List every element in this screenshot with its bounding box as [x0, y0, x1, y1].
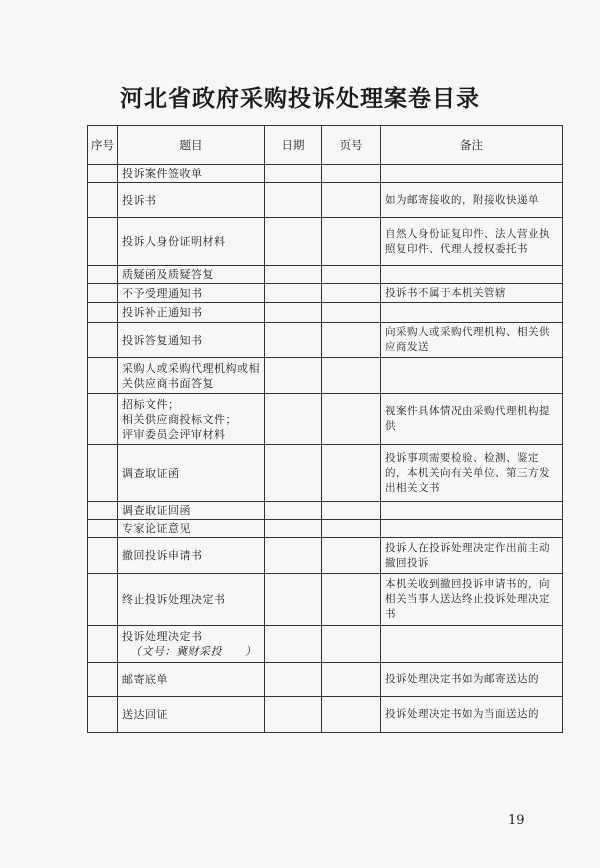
- date-cell: [265, 538, 322, 574]
- date-cell: [265, 218, 322, 266]
- date-cell: [265, 183, 322, 218]
- header-date: 日期: [265, 126, 322, 165]
- date-cell: [265, 663, 322, 697]
- seq-cell: [88, 574, 118, 626]
- note-cell: 投诉事项需要检验、检测、鉴定的，本机关向有关单位、第三方发出相关文书: [381, 445, 563, 502]
- subject-text: 投诉处理决定书: [122, 630, 203, 643]
- table-row: [88, 284, 563, 303]
- subject-cell: [118, 445, 265, 502]
- subject-cell: [118, 538, 265, 574]
- table-row: [88, 358, 563, 394]
- document-number: （文号：冀财采投 ）: [130, 645, 257, 658]
- seq-cell: [88, 663, 118, 697]
- date-cell: [265, 284, 322, 303]
- date-cell: [265, 165, 322, 183]
- table-row: [88, 218, 563, 266]
- page-cell: [322, 538, 381, 574]
- note-cell: [381, 626, 563, 663]
- subject-cell: [118, 394, 265, 445]
- date-cell: [265, 445, 322, 502]
- table-row: [88, 266, 563, 284]
- seq-cell: [88, 358, 118, 394]
- subject-cell: [118, 218, 265, 266]
- seq-cell: [88, 183, 118, 218]
- page-cell: [322, 626, 381, 663]
- seq-cell: [88, 520, 118, 538]
- subject-text: 不予受理通知书: [122, 286, 203, 300]
- subject-cell: [118, 323, 265, 358]
- note-cell: [381, 266, 563, 284]
- table-body: [88, 165, 563, 733]
- page-cell: [322, 266, 381, 284]
- date-cell: [265, 394, 322, 445]
- subject-cell: [118, 663, 265, 697]
- seq-cell: [88, 165, 118, 183]
- catalog-table: [87, 125, 563, 733]
- seq-cell: [88, 323, 118, 358]
- page-number: 19: [508, 813, 525, 828]
- date-cell: [265, 266, 322, 284]
- header-subject: 题目: [118, 126, 265, 165]
- note-cell: 视案件具体情况由采购代理机构提供: [381, 394, 563, 445]
- page-cell: [322, 183, 381, 218]
- page-cell: [322, 323, 381, 358]
- page-cell: [322, 303, 381, 323]
- date-cell: [265, 358, 322, 394]
- table-row: [88, 183, 563, 218]
- page-cell: [322, 663, 381, 697]
- date-cell: [265, 697, 322, 733]
- subject-text: 投诉补正通知书: [122, 306, 203, 319]
- subject-cell: [118, 520, 265, 538]
- note-cell: [381, 520, 563, 538]
- subject-cell: [118, 165, 265, 183]
- table-row: [88, 697, 563, 733]
- page-cell: [322, 218, 381, 266]
- seq-cell: [88, 266, 118, 284]
- note-cell: 投诉处理决定书如为当面送达的: [381, 697, 563, 733]
- note-cell: 投诉处理决定书如为邮寄送达的: [381, 663, 563, 697]
- note-cell: 向采购人或采购代理机构、相关供应商发送: [381, 323, 563, 358]
- seq-cell: [88, 284, 118, 303]
- page-cell: [322, 445, 381, 502]
- note-cell: 自然人身份证复印件、法人营业执照复印件、代理人授权委托书: [381, 218, 563, 266]
- page-cell: [322, 502, 381, 520]
- date-cell: [265, 520, 322, 538]
- page-cell: [322, 574, 381, 626]
- seq-cell: [88, 626, 118, 663]
- subject-cell: [118, 303, 265, 323]
- page-cell: [322, 697, 381, 733]
- subject-cell: [118, 697, 265, 733]
- date-cell: [265, 626, 322, 663]
- header-page: 页号: [322, 126, 381, 165]
- subject-text: 投诉书: [122, 193, 157, 207]
- table-row: [88, 445, 563, 502]
- subject-text: 邮寄底单: [122, 673, 168, 686]
- subject-cell: [118, 502, 265, 520]
- subject-text: 专家论证意见: [122, 522, 191, 535]
- page-title: 河北省政府采购投诉处理案卷目录: [120, 85, 480, 112]
- seq-cell: [88, 502, 118, 520]
- note-cell: 本机关收到撤回投诉申请书的，向相关当事人送达终止投诉处理决定书: [381, 574, 563, 626]
- note-cell: [381, 303, 563, 323]
- note-cell: [381, 358, 563, 394]
- seq-cell: [88, 218, 118, 266]
- subject-text: 终止投诉处理决定书: [122, 593, 226, 606]
- table-row: [88, 323, 563, 358]
- table-row: [88, 303, 563, 323]
- subject-cell: [118, 266, 265, 284]
- page-cell: [322, 394, 381, 445]
- note-cell: 投诉人在投诉处理决定作出前主动撤回投诉: [381, 538, 563, 574]
- table-row: [88, 626, 563, 663]
- seq-cell: [88, 538, 118, 574]
- subject-text: 质疑函及质疑答复: [122, 268, 214, 281]
- subject-text: 调查取证函: [122, 466, 180, 480]
- subject-cell: [118, 626, 265, 663]
- note-cell: [381, 502, 563, 520]
- table-row: [88, 165, 563, 183]
- page-cell: [322, 358, 381, 394]
- table-row: [88, 520, 563, 538]
- page-cell: [322, 284, 381, 303]
- subject-text: 撤回投诉申请书: [122, 549, 203, 562]
- subject-cell: [118, 358, 265, 394]
- seq-cell: [88, 394, 118, 445]
- table-row: [88, 502, 563, 520]
- subject-text: 调查取证回函: [122, 504, 191, 517]
- subject-cell: [118, 183, 265, 218]
- subject-cell: [118, 284, 265, 303]
- date-cell: [265, 323, 322, 358]
- table-row: [88, 663, 563, 697]
- seq-cell: [88, 445, 118, 502]
- header-seq: 序号: [88, 126, 118, 165]
- note-cell: 投诉书不属于本机关管辖: [381, 284, 563, 303]
- seq-cell: [88, 697, 118, 733]
- table-row: [88, 394, 563, 445]
- note-cell: [381, 165, 563, 183]
- seq-cell: [88, 303, 118, 323]
- subject-text: 投诉答复通知书: [122, 333, 203, 347]
- date-cell: [265, 502, 322, 520]
- subject-text: 投诉案件签收单: [122, 167, 203, 180]
- page-cell: [322, 520, 381, 538]
- note-cell: 如为邮寄接收的，附接收快递单: [381, 183, 563, 218]
- table-row: [88, 538, 563, 574]
- subject-cell: [118, 574, 265, 626]
- subject-text: 投诉人身份证明材料: [122, 235, 226, 248]
- date-cell: [265, 303, 322, 323]
- subject-text: 招标文件； 相关供应商投标文件； 评审委员会评审材料: [122, 397, 237, 441]
- date-cell: [265, 574, 322, 626]
- subject-text: 送达回证: [122, 708, 168, 721]
- subject-text: 采购人或采购代理机构或相关供应商书面答复: [122, 361, 260, 390]
- page-cell: [322, 165, 381, 183]
- header-note: 备注: [381, 126, 563, 165]
- table-row: [88, 574, 563, 626]
- table-header-row: [88, 126, 563, 165]
